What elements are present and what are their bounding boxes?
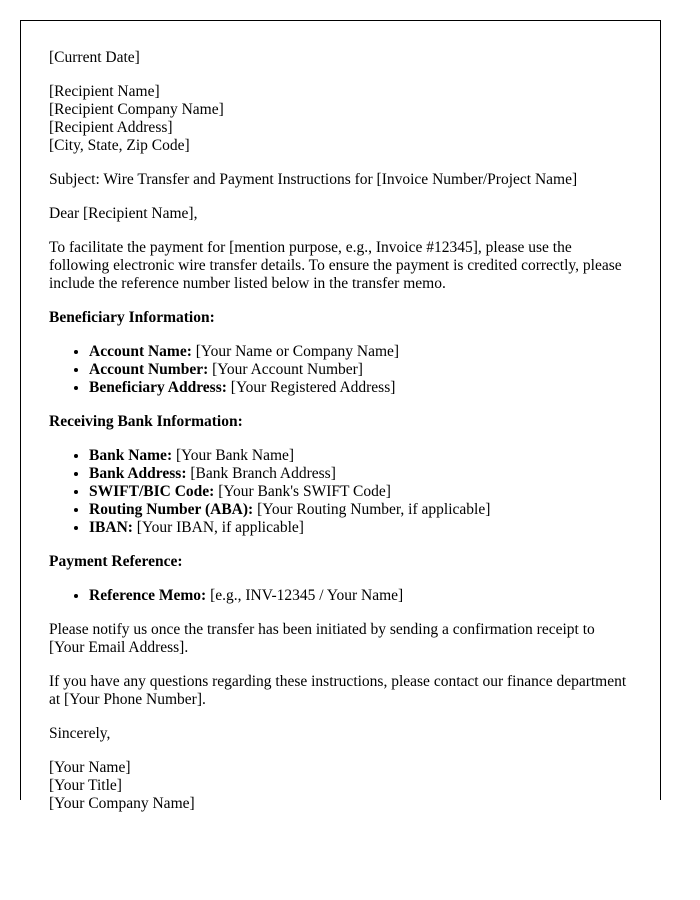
item-label: Bank Address:: [89, 465, 187, 482]
item-value: [Bank Branch Address]: [186, 465, 336, 482]
item-value: [Your Registered Address]: [226, 379, 396, 396]
signature-title: [Your Title]: [49, 777, 122, 794]
questions-paragraph: If you have any questions regarding these instructions, please contact our finance department at [Your Phone Number].: [49, 673, 627, 708]
bank-heading: Receiving Bank Information:: [49, 413, 243, 430]
signature-company: [Your Company Name]: [49, 795, 195, 812]
item-label: Reference Memo:: [89, 587, 207, 604]
beneficiary-heading: Beneficiary Information:: [49, 309, 215, 326]
item-value: [Your Routing Number, if applicable]: [253, 501, 491, 518]
letter-page: [20, 20, 661, 812]
letter-subject: Subject: Wire Transfer and Payment Instructions for [Invoice Number/Project Name]: [49, 171, 578, 188]
letter-content: [21, 21, 660, 813]
list-item: [89, 501, 632, 519]
item-value: [Your IBAN, if applicable]: [132, 519, 304, 536]
item-label: IBAN:: [89, 519, 133, 536]
item-value: [Your Bank's SWIFT Code]: [214, 483, 391, 500]
item-label: Beneficiary Address:: [89, 379, 227, 396]
letter-date: [Current Date]: [49, 49, 140, 66]
signature-block: [49, 759, 632, 813]
list-item: [89, 379, 632, 397]
recipient-city: [City, State, Zip Code]: [49, 137, 190, 154]
item-value: [e.g., INV-12345 / Your Name]: [206, 587, 404, 604]
list-item: [89, 465, 632, 483]
beneficiary-list: [49, 343, 632, 397]
reference-list: [49, 587, 632, 605]
letter-intro: To facilitate the payment for [mention purpose, e.g., Invoice #12345], please use the following electronic wire transfer details. To ensure the payment is credited correctly, please include the reference number listed below in the transfer memo.: [49, 239, 622, 292]
reference-heading: Payment Reference:: [49, 553, 183, 570]
item-label: Routing Number (ABA):: [89, 501, 254, 518]
item-label: SWIFT/BIC Code:: [89, 483, 215, 500]
list-item: [89, 361, 632, 379]
item-value: [Your Bank Name]: [172, 447, 295, 464]
recipient-name: [Recipient Name]: [49, 83, 160, 100]
item-value: [Your Name or Company Name]: [191, 343, 400, 360]
item-value: [Your Account Number]: [208, 361, 363, 378]
signature-name: [Your Name]: [49, 759, 131, 776]
closing: Sincerely,: [49, 725, 111, 742]
list-item: [89, 447, 632, 465]
list-item: [89, 483, 632, 501]
bank-list: [49, 447, 632, 537]
list-item: [89, 519, 632, 537]
letter-salutation: Dear [Recipient Name],: [49, 205, 198, 222]
item-label: Bank Name:: [89, 447, 173, 464]
list-item: [89, 587, 632, 605]
item-label: Account Name:: [89, 343, 192, 360]
recipient-address: [Recipient Address]: [49, 119, 173, 136]
notify-paragraph: Please notify us once the transfer has been initiated by sending a confirmation receipt to [Your Email Address].: [49, 621, 595, 656]
recipient-company: [Recipient Company Name]: [49, 101, 224, 118]
recipient-block: [49, 83, 632, 155]
list-item: [89, 343, 632, 361]
item-label: Account Number:: [89, 361, 209, 378]
